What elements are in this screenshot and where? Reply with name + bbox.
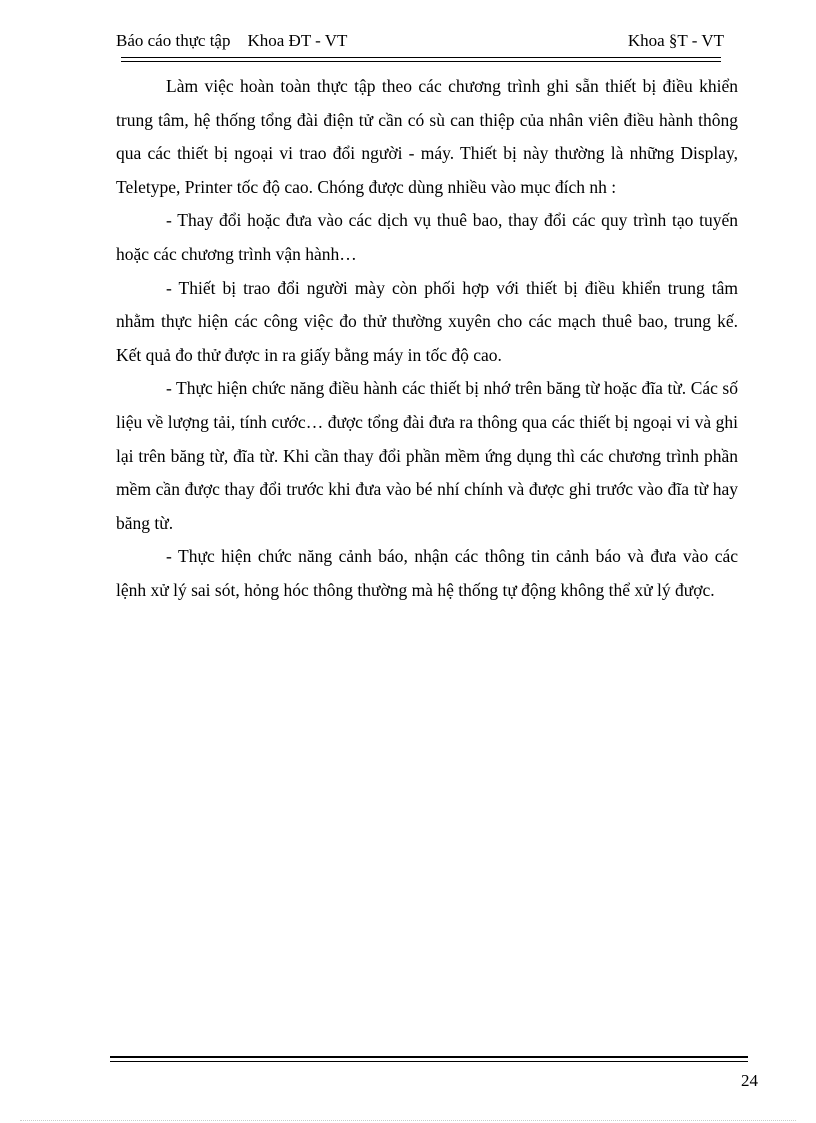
document-body bbox=[116, 70, 738, 608]
paragraph: Làm việc hoàn toàn thực tập theo các chương trình ghi sẵn thiết bị điều khiển trung tâm, hệ thống tổng đài điện tử cần có sù can thiệp của nhân viên điều hành thông qua các thiết bị ngoại vi trao đổi người - máy. Thiết bị này thường là những Display, Teletype, Printer tốc độ cao. Chóng được dùng nhiều vào mục đích nh : bbox=[116, 76, 738, 197]
paragraph: - Thay đổi hoặc đưa vào các dịch vụ thuê bao, thay đổi các quy trình tạo tuyến hoặc các chương trình vận hành… bbox=[116, 210, 738, 264]
header-rule bbox=[121, 57, 721, 62]
page-edge-divider bbox=[20, 1120, 796, 1121]
paragraph: - Thiết bị trao đổi người mày còn phối hợp với thiết bị điều khiển trung tâm nhằm thực hiện các công việc đo thử thường xuyên cho các mạch thuê bao, trung kế. Kết quả đo thử được in ra giấy bằng máy in tốc độ cao. bbox=[116, 277, 738, 365]
paragraph: - Thực hiện chức năng cảnh báo, nhận các thông tin cảnh báo và đưa vào các lệnh xử lý sai sót, hỏng hóc thông thường mà hệ thống tự động không thể xử lý được. bbox=[116, 546, 738, 600]
header-left-text: Báo cáo thực tập Khoa ĐT - VT bbox=[116, 31, 348, 50]
header-right-text: Khoa §T - VT bbox=[627, 31, 724, 50]
footer-rule bbox=[110, 1056, 748, 1062]
page-header bbox=[116, 31, 724, 57]
paragraph: - Thực hiện chức năng điều hành các thiết bị nhớ trên băng từ hoặc đĩa từ. Các số liệu về lượng tải, tính cước… được tổng đài đưa ra thông qua các thiết bị ngoại vi và ghi lại trên băng từ, đĩa từ. Khi cần thay đổi phần mềm ứng dụng thì các chương trình phần mềm cần được thay đổi trước khi đưa vào bé nhí chính và được ghi trước vào đĩa từ hay băng từ. bbox=[116, 378, 738, 533]
page-number: 24 bbox=[741, 1071, 758, 1090]
